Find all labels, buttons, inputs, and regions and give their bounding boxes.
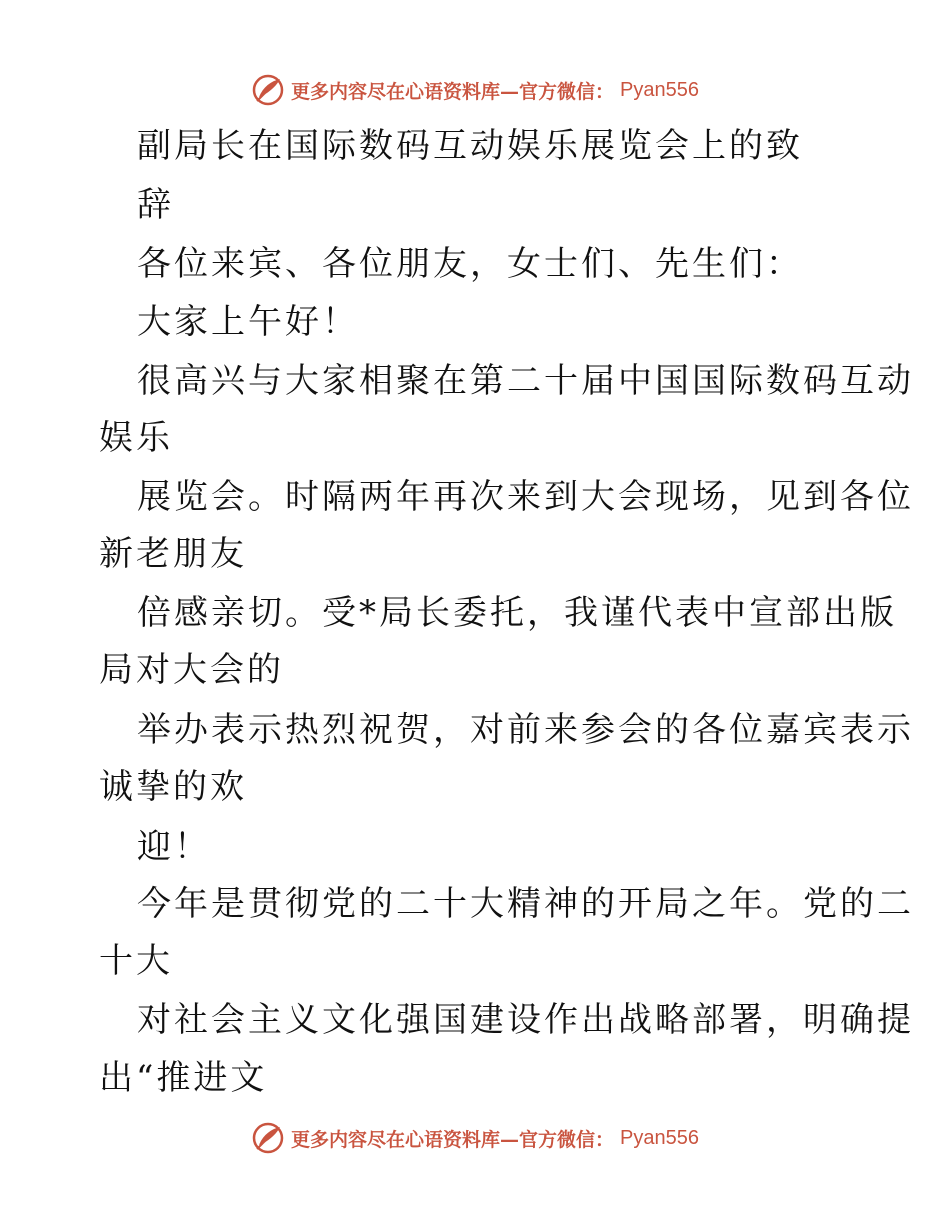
paragraph-line: 展览会。时隔两年再次来到大会现场，见到各位 bbox=[137, 477, 914, 517]
paragraph-line: 新老朋友 bbox=[99, 534, 247, 574]
watermark-text: 更多内容尽在心语资料库—官方微信： bbox=[291, 80, 615, 103]
paragraph-line: 举办表示热烈祝贺，对前来参会的各位嘉宾表示 bbox=[137, 710, 914, 750]
paragraph-line: 倍感亲切。受*局长委托，我谨代表中宣部出版 bbox=[137, 593, 897, 633]
paragraph-line: 出“推进文 bbox=[99, 1058, 268, 1098]
watermark-wechat-id: Pyan556 bbox=[620, 1126, 699, 1149]
paragraph-line: 局对大会的 bbox=[99, 650, 284, 690]
paragraph-line: 十大 bbox=[99, 941, 173, 981]
paragraph-line: 娱乐 bbox=[99, 418, 173, 458]
salutation-line: 各位来宾、各位朋友，女士们、先生们： bbox=[137, 244, 803, 284]
watermark-wechat-id: Pyan556 bbox=[620, 78, 699, 101]
watermark-text: 更多内容尽在心语资料库—官方微信： bbox=[291, 1128, 615, 1151]
paragraph-line: 迎！ bbox=[137, 827, 211, 867]
greeting-line: 大家上午好！ bbox=[137, 302, 359, 342]
feather-pen-logo-icon bbox=[251, 1121, 285, 1155]
feather-pen-logo-icon bbox=[251, 73, 285, 107]
paragraph-line: 很高兴与大家相聚在第二十届中国国际数码互动 bbox=[137, 361, 914, 401]
title-line-2: 辞 bbox=[137, 185, 174, 225]
paragraph-line: 对社会主义文化强国建设作出战略部署，明确提 bbox=[137, 1000, 914, 1040]
header-watermark bbox=[0, 70, 950, 110]
footer-watermark bbox=[0, 1118, 950, 1158]
paragraph-line: 诚挚的欢 bbox=[99, 767, 247, 807]
paragraph-line: 今年是贯彻党的二十大精神的开局之年。党的二 bbox=[137, 884, 914, 924]
title-line-1: 副局长在国际数码互动娱乐展览会上的致 bbox=[137, 126, 803, 166]
